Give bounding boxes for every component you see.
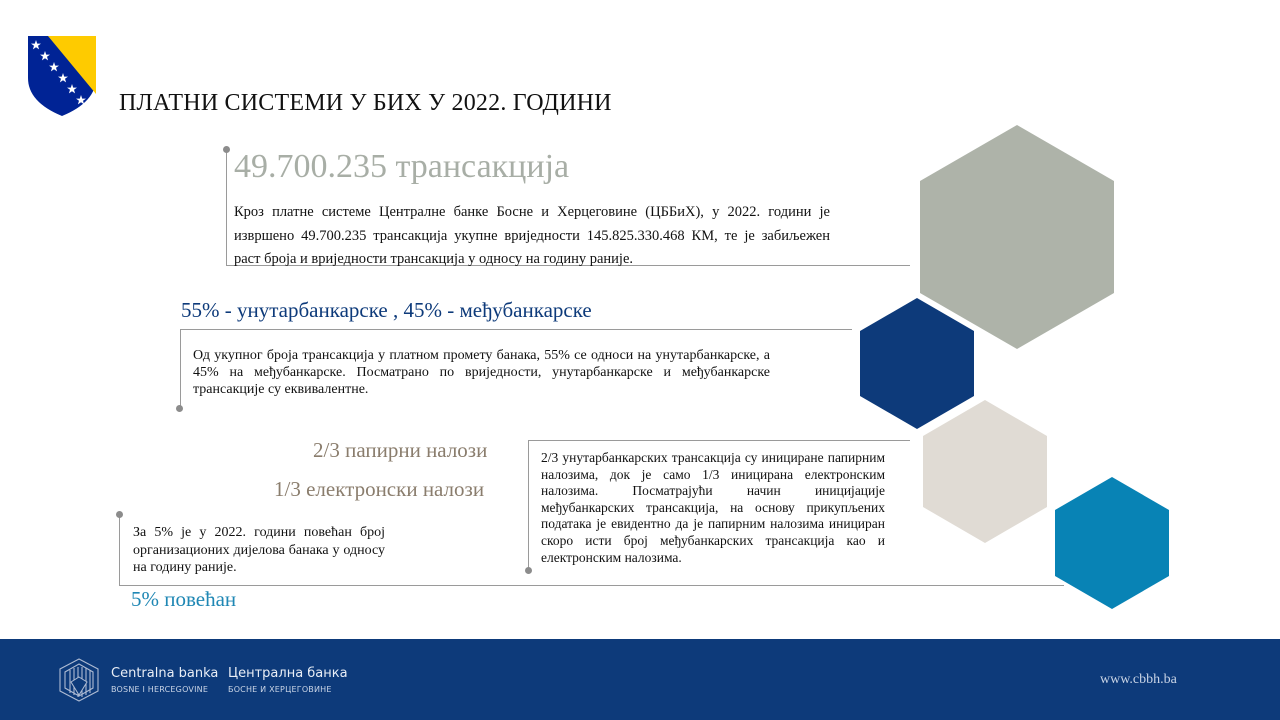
hexagon-beige (923, 400, 1047, 543)
hexagon-navy (860, 298, 974, 429)
connector-dot (176, 405, 183, 412)
connector-line (119, 515, 120, 585)
cbbh-logo-icon (57, 657, 101, 703)
connector-dot (116, 511, 123, 518)
connector-line (180, 329, 852, 330)
connector-line (119, 585, 1064, 586)
intrabank-interbank-paragraph: Од укупног броја трансакција у платном промету банака, 55% се односи на унутарбанкарске, а 45% на међубанкарске. Посматрано по вриједности, унутарбанкарске и међубанкарске трансакције су еквивалентне. (193, 348, 770, 397)
bih-coat-of-arms-icon (26, 34, 98, 118)
website-link[interactable]: www.cbbh.ba (1100, 672, 1177, 687)
connector-dot (223, 146, 230, 153)
connector-line (528, 440, 910, 441)
transactions-paragraph: Кроз платне системе Централне банке Босне и Херцеговине (ЦББиХ), у 2022. години је извршено 49.700.235 трансакција укупне вриједности 145.825.330.468 КМ, те је забиљежен раст броја и вриједности трансакција у односу на годину раније. (234, 204, 830, 267)
hexagon-teal (1055, 477, 1169, 609)
intrabank-interbank-headline: 55% - унутарбанкарске , 45% - међубанкарске (181, 298, 592, 322)
connector-line (528, 440, 529, 570)
connector-line (226, 150, 227, 266)
branches-paragraph: За 5% је у 2022. години повећан број организационих дијелова банака у односу на годину раније. (133, 525, 385, 575)
bank-subtitle-cyrillic: БОСНЕ И ХЕРЦЕГОВИНЕ (228, 685, 332, 694)
connector-line (180, 329, 181, 409)
hexagon-sage (920, 125, 1114, 349)
bank-subtitle-latin: BOSNE I HERCEGOVINE (111, 685, 209, 694)
branches-headline: 5% повећан (131, 587, 237, 611)
orders-paragraph: 2/3 унутарбанкарских трансакција су инициране папирним налозима, док је само 1/3 иницирана електронским налозима. Посматрајући начин иницијације међубанкарских трансакција, на основу прикупљених података је евидентно да је папирним налозима инициран скоро исти број међубанкарских трансакција као и електронским налозима. (541, 450, 885, 565)
electronic-orders-headline: 1/3 електронски налози (274, 477, 485, 501)
slide-title: ПЛАТНИ СИСТЕМИ У БИХ У 2022. ГОДИНИ (119, 90, 612, 116)
paper-orders-headline: 2/3 папирни налози (313, 438, 488, 462)
bank-name-latin: Centralna banka (111, 666, 219, 681)
transactions-headline: 49.700.235 трансакција (234, 148, 570, 185)
connector-dot (525, 567, 532, 574)
bank-name-cyrillic: Централна банка (228, 666, 348, 681)
footer-bar (0, 639, 1280, 720)
